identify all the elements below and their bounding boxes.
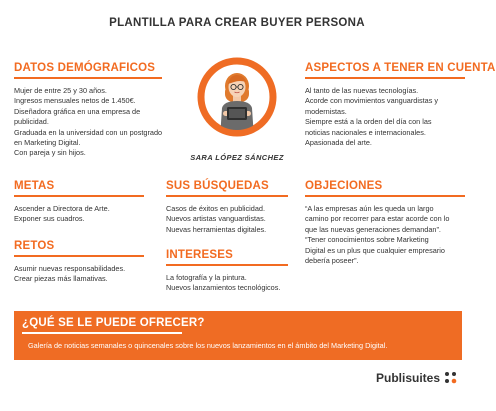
avatar-illustration [196,56,278,138]
page-title: PLANTILLA PARA CREAR BUYER PERSONA [109,17,365,29]
dots-icon [444,371,458,385]
section-objeciones [305,180,465,266]
section-underline [22,332,182,334]
text-line: Apasionada del arte. [305,138,372,148]
text-line: Ascender a Directora de Arte. [14,204,110,213]
section-title: OBJECIONES [305,180,383,192]
text-line: “A las empresas aún les queda un largo [305,204,434,213]
text-line: Nuevas herramientas digitales. [166,224,267,234]
section-text [305,204,465,266]
section-title: METAS [14,180,55,192]
section-metas [14,180,154,225]
section-title: INTERESES [166,249,233,261]
text-line: Graduada en la universidad con un postgrado [14,127,163,137]
text-line: Digital es un plus que cualquier empresario [305,245,445,255]
text-line: publicidad. [14,117,49,127]
section-text [14,204,154,225]
text-line: Mujer de entre 25 y 30 años. [14,86,107,95]
text-line: en Marketing Digital. [14,138,81,148]
section-intereses [166,249,296,294]
text-line: Casos de éxitos en publicidad. [166,204,265,213]
text-line: Siempre está a la orden del día con las [305,117,432,127]
text-line: Asumir nuevas responsabilidades. [14,264,126,273]
text-line: Al tanto de las nuevas tecnologías. [305,86,419,95]
section-text [14,264,154,285]
section-underline [14,77,162,79]
offer-text: Galería de noticias semanales o quincenales sobre los nuevos lanzamientos en el ámbito del Marketing Digital. [28,341,388,350]
text-line: Nuevos lanzamientos tecnológicos. [166,283,281,293]
text-line: Exponer sus cuadros. [14,214,85,224]
avatar [196,56,278,138]
section-underline [14,255,144,257]
text-line: La fotografía y la pintura. [166,273,247,282]
text-line: Ingresos mensuales netos de 1.450€. [14,96,136,106]
section-busquedas [166,180,296,235]
text-line: modernistas. [305,106,347,116]
section-text [14,86,172,159]
section-text [166,204,296,235]
section-underline [305,195,465,197]
persona-name: SARA LÓPEZ SÁNCHEZ [190,153,284,162]
section-underline [305,77,465,79]
section-title: RETOS [14,240,55,252]
section-retos [14,240,154,285]
text-line: noticias nacionales e internacionales. [305,127,426,137]
section-demograficos [14,62,172,159]
logo-text: Publisuites [375,371,440,385]
text-line: Crear piezas más llamativas. [14,274,108,284]
publisuites-logo [376,371,458,385]
section-underline [166,195,288,197]
section-underline [14,195,144,197]
text-line: debería poseer”. [305,256,359,266]
section-aspectos [305,62,496,148]
text-line: que las nuevas generaciones demandan”. [305,224,441,234]
section-title: SUS BÚSQUEDAS [166,180,269,192]
section-title: DATOS DEMÓGRAFICOS [14,62,156,74]
text-line: Con pareja y sin hijos. [14,148,86,158]
offer-box [14,311,462,360]
section-text [305,86,465,148]
text-line: camino por recorrer para estar acorde con lo [305,214,450,224]
text-line: Nuevos artistas vanguardistas. [166,214,266,224]
section-title: ¿QUÉ SE LE PUEDE OFRECER? [22,317,205,329]
text-line: Diseñadora gráfica en una empresa de [14,106,141,116]
section-title: ASPECTOS A TENER EN CUENTA [305,62,496,74]
section-underline [166,264,288,266]
text-line: Acorde con movimientos vanguardistas y [305,96,439,106]
text-line: “Tener conocimientos sobre Marketing [305,235,429,245]
section-text [166,273,296,294]
